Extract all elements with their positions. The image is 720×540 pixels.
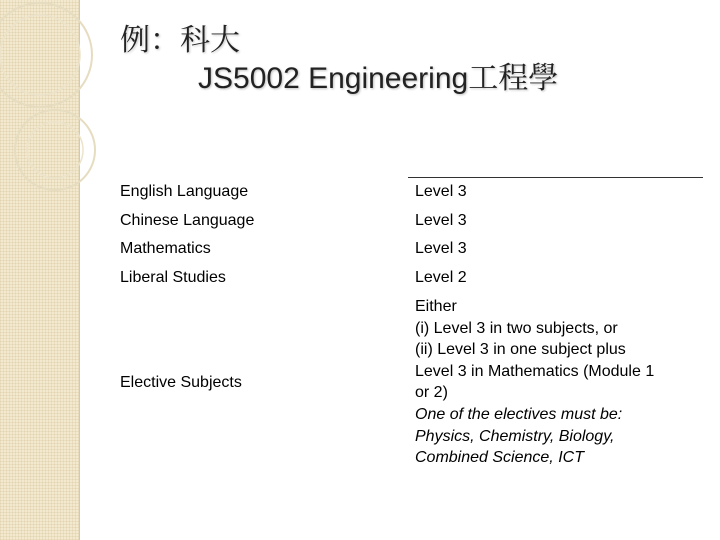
elective-req-line: Level 3 in Mathematics (Module 1 <box>415 362 655 380</box>
table-top-rule <box>408 177 703 178</box>
subject-electives: Elective Subjects <box>120 374 242 391</box>
level-english: Level 3 <box>415 183 467 200</box>
elective-note-line: Physics, Chemistry, Biology, <box>415 427 615 445</box>
elective-requirements <box>415 296 654 469</box>
elective-req-line: or 2) <box>415 384 448 402</box>
slide-title <box>120 22 558 98</box>
subject-english: English Language <box>120 183 249 200</box>
level-mathematics: Level 3 <box>415 240 467 257</box>
elective-note-line: One of the electives must be: <box>415 405 623 423</box>
elective-req-line: Either <box>415 298 457 315</box>
elective-req-line: (i) Level 3 in two subjects, or <box>415 319 618 337</box>
title-line-2: JS5002 Engineering工程學 <box>198 62 559 95</box>
subject-mathematics: Mathematics <box>120 240 211 257</box>
title-line-1: 例：科大 <box>120 24 240 57</box>
elective-req-line: (ii) Level 3 in one subject plus <box>415 341 626 359</box>
subject-liberal-studies: Liberal Studies <box>120 269 226 286</box>
level-chinese: Level 3 <box>415 212 467 229</box>
subject-chinese: Chinese Language <box>120 212 255 229</box>
level-liberal-studies: Level 2 <box>415 269 467 286</box>
elective-note-line: Combined Science, ICT <box>415 449 584 467</box>
